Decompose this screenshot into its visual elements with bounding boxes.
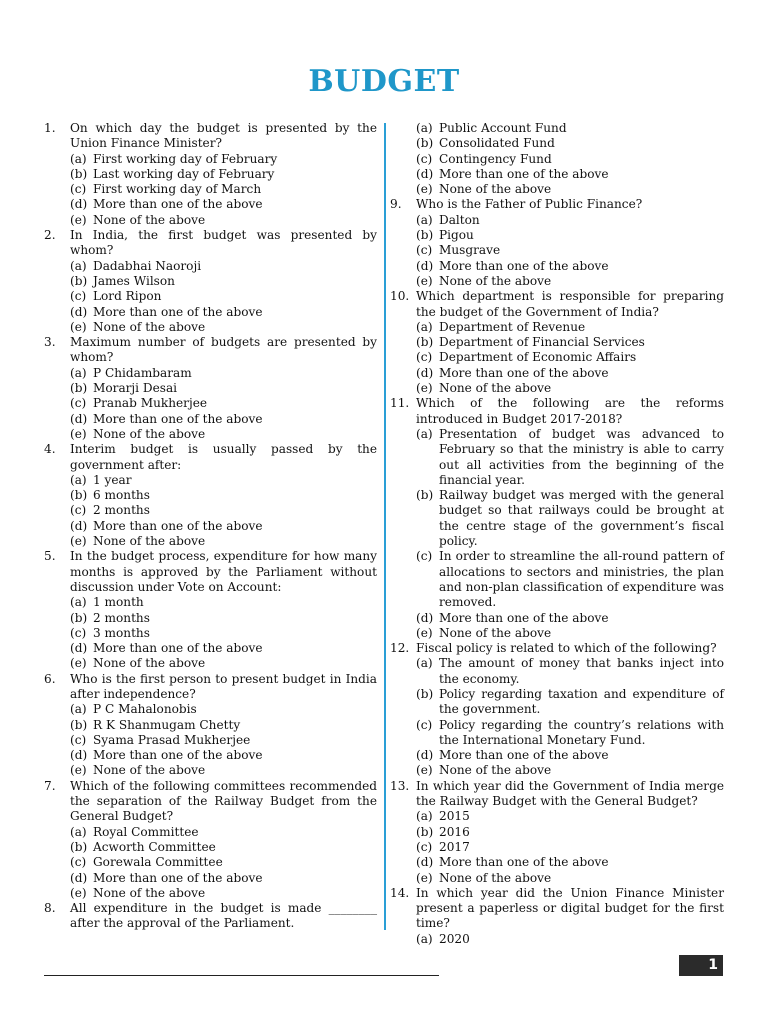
- option-label: (b): [416, 335, 434, 350]
- answer-option: [70, 656, 377, 671]
- option-label: (b): [70, 488, 88, 503]
- answer-option: [416, 121, 724, 136]
- option-text: Morarji Desai: [93, 381, 178, 396]
- option-text: Pranab Mukherjee: [93, 396, 208, 411]
- answer-option: [70, 289, 377, 304]
- question-number: 3.: [44, 335, 56, 350]
- answer-option: [416, 840, 724, 855]
- option-text: 6 months: [93, 488, 150, 503]
- option-text: The amount of money that banks inject into the economy.: [439, 656, 724, 686]
- question-number: 13.: [390, 778, 410, 793]
- option-label: (d): [416, 365, 434, 380]
- option-label: (c): [416, 243, 433, 258]
- option-text: More than one of the above: [439, 365, 609, 380]
- option-label: (b): [416, 824, 434, 839]
- option-label: (a): [416, 121, 433, 135]
- option-text: First working day of March: [93, 182, 262, 197]
- answer-option: [70, 595, 377, 610]
- question-number: 14.: [390, 885, 410, 900]
- footer-rule: [44, 975, 439, 976]
- option-label: (b): [70, 610, 88, 625]
- question-number: 10.: [390, 289, 410, 304]
- page-number: 1: [708, 957, 718, 973]
- answer-option: [70, 626, 377, 641]
- option-text: P Chidambaram: [93, 365, 192, 380]
- question-text: On which day the budget is presented by the Union Finance Minister?: [70, 121, 377, 151]
- option-label: (b): [416, 228, 434, 243]
- answer-option: [70, 718, 377, 733]
- answer-option: [70, 427, 377, 442]
- answer-option: [416, 763, 724, 778]
- option-label: (e): [70, 885, 87, 900]
- answer-option: [416, 228, 724, 243]
- question-text: All expenditure in the budget is made ________ after the approval of the Parliament.: [70, 901, 377, 931]
- option-text: More than one of the above: [93, 304, 263, 319]
- option-text: More than one of the above: [93, 641, 263, 656]
- option-text: None of the above: [93, 212, 206, 227]
- option-label: (c): [416, 717, 433, 732]
- question-number: 2.: [44, 228, 56, 243]
- option-text: 2 months: [93, 610, 150, 625]
- question-number: 6.: [44, 671, 56, 686]
- question-text: Who is the Father of Public Finance?: [416, 197, 643, 212]
- option-text: First working day of February: [93, 151, 278, 166]
- answer-option: [416, 488, 724, 549]
- option-label: (a): [70, 824, 87, 839]
- option-label: (b): [416, 136, 434, 151]
- answer-option: [70, 412, 377, 427]
- answer-option: [70, 182, 377, 197]
- answer-option: [416, 549, 724, 610]
- option-text: Lord Ripon: [93, 289, 162, 304]
- option-label: (a): [70, 258, 87, 273]
- option-label: (e): [70, 426, 87, 441]
- option-text: Musgrave: [439, 243, 501, 258]
- option-label: (a): [416, 319, 433, 334]
- option-text: Pigou: [439, 228, 474, 243]
- option-text: More than one of the above: [439, 166, 609, 181]
- option-text: 2016: [439, 824, 470, 839]
- option-label: (c): [70, 855, 87, 870]
- option-text: None of the above: [93, 426, 206, 441]
- option-text: None of the above: [439, 870, 552, 885]
- question-text: Fiscal policy is related to which of the following?: [416, 641, 717, 656]
- option-label: (c): [416, 839, 433, 854]
- option-label: (d): [70, 641, 88, 656]
- option-text: In order to streamline the all-round pattern of allocations to sectors and ministries, the plan and non-plan classification of expenditure was removed.: [439, 549, 724, 610]
- column-divider: [384, 123, 386, 930]
- option-label: (d): [416, 855, 434, 870]
- question-number: 9.: [390, 197, 402, 212]
- option-text: None of the above: [93, 885, 206, 900]
- answer-option: [70, 871, 377, 886]
- option-text: More than one of the above: [93, 870, 263, 885]
- option-label: (e): [70, 319, 87, 334]
- option-label: (d): [416, 258, 434, 273]
- option-text: Presentation of budget was advanced to February so that the ministry is able to carry out all activities from the beginning of the financial year.: [439, 426, 724, 487]
- option-text: More than one of the above: [93, 748, 263, 763]
- question: [390, 197, 724, 212]
- answer-option: [416, 656, 724, 687]
- option-text: None of the above: [439, 625, 552, 640]
- option-label: (e): [416, 182, 433, 197]
- option-text: R K Shanmugam Chetty: [93, 717, 241, 732]
- answer-option: [70, 473, 377, 488]
- right-column: [390, 121, 724, 947]
- answer-option: [416, 626, 724, 641]
- answer-option: [416, 274, 724, 289]
- option-label: (a): [70, 365, 87, 380]
- question-text: Which department is responsible for preparing the budget of the Government of India?: [416, 289, 724, 319]
- option-text: Department of Revenue: [439, 319, 586, 334]
- answer-option: [416, 136, 724, 151]
- option-label: (d): [70, 304, 88, 319]
- answer-option: [416, 243, 724, 258]
- option-text: Contingency Fund: [439, 151, 552, 166]
- question: [44, 442, 377, 473]
- answer-option: [70, 733, 377, 748]
- answer-option: [70, 611, 377, 626]
- option-label: (a): [70, 595, 87, 610]
- question: [390, 396, 724, 427]
- answer-option: [416, 167, 724, 182]
- option-text: None of the above: [439, 182, 552, 197]
- answer-option: [416, 427, 724, 488]
- answer-option: [70, 167, 377, 182]
- option-label: (a): [70, 472, 87, 487]
- option-text: None of the above: [93, 656, 206, 671]
- option-text: 2 months: [93, 503, 150, 518]
- answer-option: [416, 320, 724, 335]
- option-text: None of the above: [439, 273, 552, 288]
- question: [44, 779, 377, 825]
- option-text: Department of Economic Affairs: [439, 350, 637, 365]
- answer-option: [70, 855, 377, 870]
- answer-option: [416, 182, 724, 197]
- option-label: (a): [416, 656, 433, 671]
- answer-option: [70, 519, 377, 534]
- option-label: (a): [70, 702, 87, 717]
- question-number: 1.: [44, 121, 56, 135]
- answer-option: [416, 855, 724, 870]
- answer-option: [70, 197, 377, 212]
- option-label: (a): [416, 931, 433, 946]
- option-text: More than one of the above: [93, 197, 263, 212]
- option-text: None of the above: [93, 534, 206, 549]
- answer-option: [416, 748, 724, 763]
- option-label: (d): [70, 870, 88, 885]
- option-label: (c): [70, 396, 87, 411]
- question: [44, 901, 377, 932]
- option-label: (c): [70, 503, 87, 518]
- question-text: Who is the first person to present budget in India after independence?: [70, 671, 377, 701]
- question-text: Which of the following committees recommended the separation of the Railway Budget from the General Budget?: [70, 778, 377, 824]
- answer-option: [416, 611, 724, 626]
- page-title: BUDGET: [308, 64, 460, 99]
- option-label: (b): [70, 839, 88, 854]
- question-text: Which of the following are the reforms introduced in Budget 2017-2018?: [416, 396, 724, 426]
- answer-option: [70, 886, 377, 901]
- option-label: (d): [416, 166, 434, 181]
- answer-option: [70, 534, 377, 549]
- option-text: Railway budget was merged with the general budget so that railways could be brought at the centre stage of the government’s fiscal policy.: [439, 488, 724, 549]
- option-label: (e): [70, 534, 87, 549]
- option-label: (c): [70, 182, 87, 197]
- option-label: (a): [416, 212, 433, 227]
- question: [390, 886, 724, 932]
- option-label: (e): [416, 381, 433, 396]
- question-text: In the budget process, expenditure for how many months is approved by the Parliament without discussion under Vote on Account:: [70, 549, 377, 594]
- answer-option: [70, 320, 377, 335]
- answer-option: [70, 274, 377, 289]
- option-text: 2017: [439, 839, 470, 854]
- option-label: (e): [416, 625, 433, 640]
- answer-option: [416, 350, 724, 365]
- option-text: More than one of the above: [93, 518, 263, 533]
- option-label: (a): [70, 151, 87, 166]
- option-label: (a): [416, 426, 433, 441]
- option-label: (b): [416, 488, 434, 503]
- option-label: (b): [70, 381, 88, 396]
- question-number: 8.: [44, 901, 56, 916]
- question: [44, 549, 377, 595]
- question-number: 7.: [44, 778, 56, 793]
- option-text: 2020: [439, 931, 470, 946]
- option-text: More than one of the above: [439, 258, 609, 273]
- option-text: More than one of the above: [439, 748, 609, 763]
- question: [390, 289, 724, 320]
- question-text: In which year did the Government of India merge the Railway Budget with the General Budget?: [416, 778, 724, 809]
- answer-option: [70, 213, 377, 228]
- option-label: (d): [70, 748, 88, 763]
- option-label: (e): [416, 763, 433, 778]
- option-label: (b): [70, 273, 88, 288]
- option-text: More than one of the above: [439, 855, 609, 870]
- option-text: James Wilson: [93, 273, 175, 288]
- option-label: (c): [70, 625, 87, 640]
- option-label: (c): [416, 350, 433, 365]
- option-text: Consolidated Fund: [439, 136, 555, 151]
- option-label: (b): [416, 686, 434, 701]
- question-text: In which year did the Union Finance Minister present a paperless or digital budget for the first time?: [416, 885, 724, 931]
- answer-option: [416, 152, 724, 167]
- option-text: None of the above: [439, 763, 552, 778]
- option-text: 3 months: [93, 625, 150, 640]
- option-text: Policy regarding taxation and expenditure of the government.: [439, 686, 724, 717]
- option-label: (d): [416, 610, 434, 625]
- answer-option: [70, 488, 377, 503]
- option-text: Dadabhai Naoroji: [93, 258, 202, 273]
- option-text: Gorewala Committee: [93, 855, 223, 870]
- answer-option: [70, 366, 377, 381]
- question-text: In India, the first budget was presented by whom?: [70, 228, 377, 258]
- question-number: 11.: [390, 396, 410, 411]
- answer-option: [70, 259, 377, 274]
- answer-option: [416, 718, 724, 749]
- answer-option: [70, 763, 377, 778]
- option-label: (e): [416, 870, 433, 885]
- option-text: Dalton: [439, 212, 480, 227]
- answer-option: [416, 825, 724, 840]
- option-text: 1 month: [93, 595, 144, 610]
- option-label: (e): [416, 273, 433, 288]
- left-column: [44, 121, 377, 932]
- answer-option: [416, 335, 724, 350]
- option-text: Policy regarding the country’s relations with the International Monetary Fund.: [439, 717, 724, 747]
- option-label: (a): [416, 809, 433, 824]
- answer-option: [70, 381, 377, 396]
- option-label: (c): [70, 732, 87, 747]
- question-number: 4.: [44, 442, 56, 457]
- page-number-badge: [679, 955, 723, 976]
- answer-option: [70, 840, 377, 855]
- answer-option: [70, 702, 377, 717]
- question: [44, 672, 377, 703]
- question: [44, 228, 377, 259]
- question-number: 5.: [44, 549, 56, 564]
- option-text: 2015: [439, 809, 470, 824]
- option-text: Syama Prasad Mukherjee: [93, 732, 251, 747]
- question: [390, 641, 724, 656]
- answer-option: [416, 381, 724, 396]
- answer-option: [416, 213, 724, 228]
- option-label: (d): [70, 197, 88, 212]
- option-label: (e): [70, 763, 87, 778]
- answer-option: [70, 305, 377, 320]
- answer-option: [70, 503, 377, 518]
- answer-option: [416, 687, 724, 718]
- answer-option: [416, 932, 724, 947]
- option-text: Acworth Committee: [93, 839, 216, 854]
- option-label: (b): [70, 717, 88, 732]
- option-text: None of the above: [439, 381, 552, 396]
- answer-option: [70, 396, 377, 411]
- option-text: P C Mahalonobis: [93, 702, 197, 717]
- answer-option: [70, 152, 377, 167]
- option-label: (e): [70, 656, 87, 671]
- question-text: Interim budget is usually passed by the government after:: [70, 442, 377, 472]
- answer-option: [70, 825, 377, 840]
- option-label: (d): [70, 518, 88, 533]
- question-text: Maximum number of budgets are presented by whom?: [70, 335, 377, 365]
- answer-option: [70, 641, 377, 656]
- question: [44, 121, 377, 152]
- option-text: Department of Financial Services: [439, 335, 645, 350]
- answer-option: [416, 871, 724, 886]
- answer-option: [416, 259, 724, 274]
- question-number: 12.: [390, 641, 410, 656]
- question: [390, 779, 724, 810]
- answer-option: [416, 366, 724, 381]
- option-label: (b): [70, 166, 88, 181]
- option-text: Public Account Fund: [439, 121, 567, 135]
- option-label: (d): [70, 411, 88, 426]
- option-label: (c): [416, 151, 433, 166]
- option-text: More than one of the above: [93, 411, 263, 426]
- question: [44, 335, 377, 366]
- answer-option: [416, 809, 724, 824]
- option-label: (c): [70, 289, 87, 304]
- option-text: None of the above: [93, 763, 206, 778]
- answer-option: [70, 748, 377, 763]
- option-text: None of the above: [93, 319, 206, 334]
- option-text: Royal Committee: [93, 824, 199, 839]
- option-text: Last working day of February: [93, 166, 275, 181]
- option-text: 1 year: [93, 472, 132, 487]
- option-label: (d): [416, 748, 434, 763]
- option-label: (c): [416, 549, 433, 564]
- option-label: (e): [70, 212, 87, 227]
- option-text: More than one of the above: [439, 610, 609, 625]
